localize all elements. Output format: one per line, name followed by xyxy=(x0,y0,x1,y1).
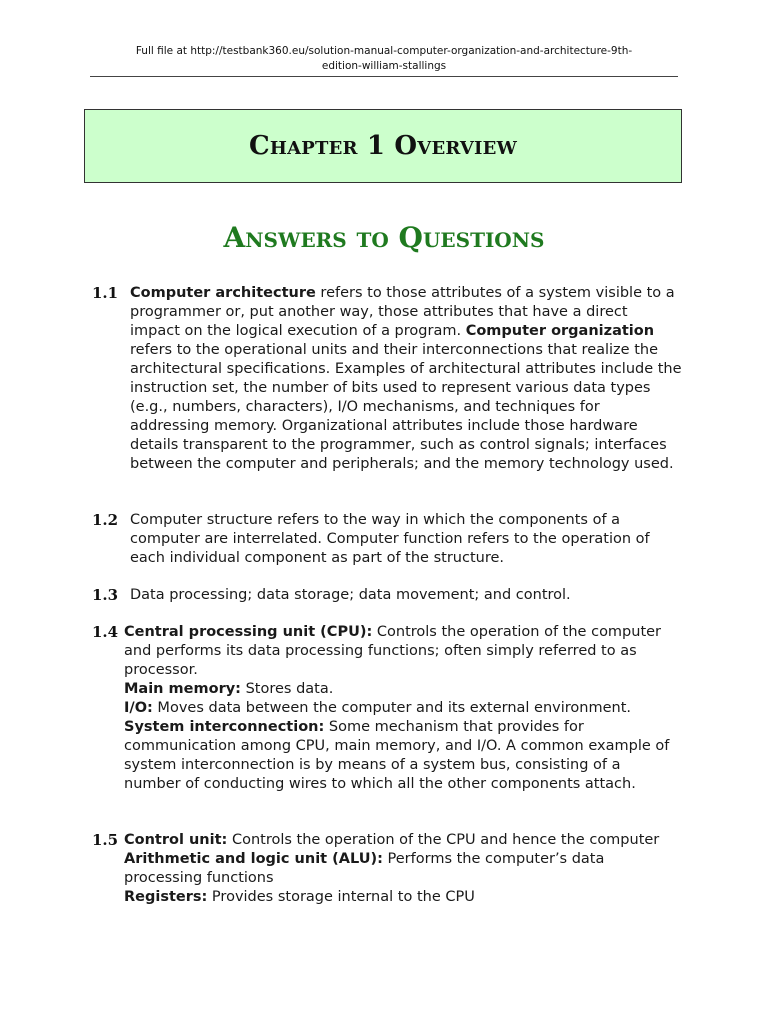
term: Arithmetic and logic unit (ALU): xyxy=(124,851,383,867)
term: Central processing unit (CPU): xyxy=(124,624,373,640)
answer-number: 1.2 xyxy=(92,511,119,529)
definition: refers to the operational units and their interconnections that realize the architectural specifications. Examples of architectural attributes include the instruction set, the number of bits used to represent various data types (e.g., numbers, characters), I/O mechanisms, and techniques for addressing memory. Organizational attributes include those hardware details transparent to the programmer, such as control signals; interfaces between the computer and peripherals; and the memory technology used. xyxy=(130,342,682,472)
definition-item xyxy=(124,888,680,907)
definition: Provides storage internal to the CPU xyxy=(207,889,475,905)
chapter-title: Chapter 1 Overview xyxy=(248,131,518,161)
definition: Some mechanism that provides for communication among CPU, main memory, and I/O. A common example of system interconnection is by means of a system bus, consisting of a number of conducting wires to which all the other components attach. xyxy=(124,719,670,792)
section-title: Answers to Questions xyxy=(223,221,545,254)
definition: Moves data between the computer and its external environment. xyxy=(152,700,632,716)
source-note-line-1: Full file at http://testbank360.eu/solution-manual-computer-organization-and-architecture-9th- xyxy=(135,45,633,57)
answer-text: Data processing; data storage; data movement; and control. xyxy=(130,587,571,603)
definition-item xyxy=(124,850,680,888)
term: I/O: xyxy=(124,700,153,716)
definition-item xyxy=(124,699,680,718)
definition-item xyxy=(124,623,680,680)
answer-number: 1.1 xyxy=(92,284,119,302)
definition-item xyxy=(124,831,680,850)
term: Registers: xyxy=(124,889,208,905)
definition: Stores data. xyxy=(240,681,334,697)
answer-text xyxy=(124,623,680,794)
term: Control unit: xyxy=(124,832,228,848)
source-note-line-2: edition-william-stallings xyxy=(321,60,447,72)
definition-item xyxy=(124,718,680,794)
definition: Controls the operation of the CPU and hence the computer xyxy=(227,832,660,848)
definition-item xyxy=(124,680,680,699)
chapter-title-box xyxy=(84,109,682,183)
answer-number: 1.4 xyxy=(92,623,119,641)
definition: Performs the computer’s data processing functions xyxy=(124,851,605,886)
answer-text xyxy=(124,831,680,907)
definition: Controls the operation of the computer and performs its data processing functions; often simply referred to as processor. xyxy=(124,624,662,678)
term: Computer organization xyxy=(465,323,655,339)
answer-number: 1.3 xyxy=(92,586,119,604)
answer-text xyxy=(130,284,682,474)
term: Computer architecture xyxy=(130,285,316,301)
term: Main memory: xyxy=(124,681,241,697)
source-note xyxy=(90,44,678,74)
term: System interconnection: xyxy=(124,719,325,735)
definition: refers to those attributes of a system visible to a programmer or, put another way, those attributes that have a direct impact on the logical execution of a program. xyxy=(130,285,675,339)
header-divider xyxy=(90,76,678,77)
answer-text: Computer structure refers to the way in which the components of a computer are interrelated. Computer function refers to the operation of each individual component as part of the structure. xyxy=(130,512,650,566)
answer-number: 1.5 xyxy=(92,831,119,849)
